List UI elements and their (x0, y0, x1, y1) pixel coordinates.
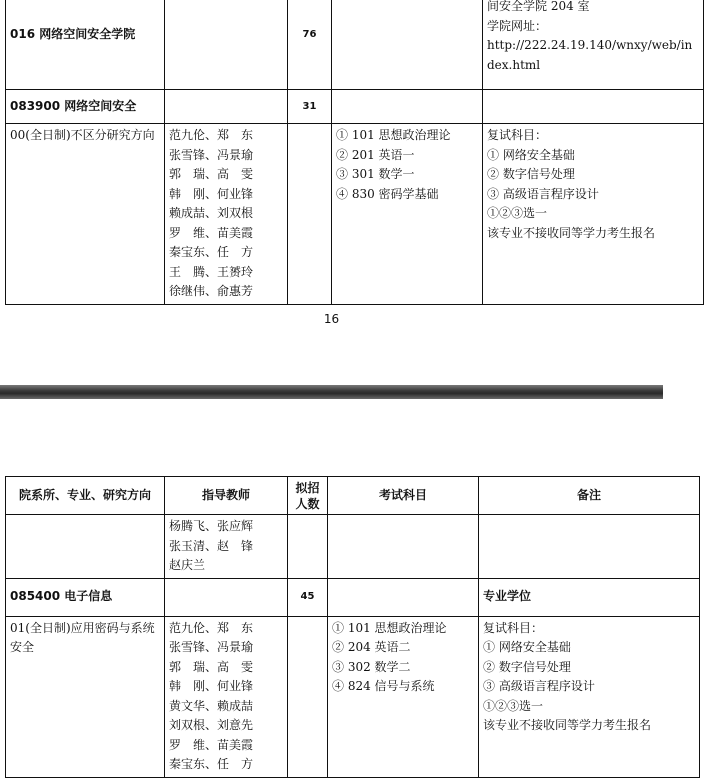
page-1 (0, 0, 693, 385)
header-department: 院系所、专业、研究方向 (6, 477, 165, 515)
direction-row (6, 616, 700, 777)
major-count: 45 (288, 578, 328, 616)
college-row (6, 0, 704, 90)
college-count: 76 (288, 0, 332, 90)
research-direction: 00(全日制)不区分研究方向 (6, 124, 165, 305)
direction-row (6, 124, 704, 305)
continued-row (6, 515, 700, 579)
major-notes: 专业学位 (479, 578, 700, 616)
major-name: 083900 网络空间安全 (6, 90, 165, 124)
header-row (6, 477, 700, 515)
page-separator (0, 385, 663, 399)
header-notes: 备注 (479, 477, 700, 515)
page-2 (0, 399, 663, 771)
college-name: 016 网络空间安全学院 (6, 0, 165, 90)
exam-subjects: ① 101 思想政治理论 ② 204 英语二 ③ 302 数学二 ④ 824 信号与系统 (328, 616, 479, 777)
major-name: 085400 电子信息 (6, 578, 165, 616)
major-row (6, 90, 704, 124)
research-direction: 01(全日制)应用密码与系统安全 (6, 616, 165, 777)
header-exam: 考试科目 (328, 477, 479, 515)
advisor-list-continued: 杨腾飞、张应辉 张玉清、赵 锋 赵庆兰 (165, 515, 288, 579)
major-count: 31 (288, 90, 332, 124)
catalog-table-page-2 (5, 476, 700, 778)
header-advisor: 指导教师 (165, 477, 288, 515)
advisor-list: 范九伦、郑 东 张雪锋、冯景瑜 郭 瑞、高 雯 韩 刚、何业锋 赖成喆、刘双根 罗 维、苗美霞 秦宝东、任 方 王 腾、王赟玲 徐继伟、俞惠芳 (165, 124, 288, 305)
exam-subjects: ① 101 思想政治理论 ② 201 英语一 ③ 301 数学一 ④ 830 密码学基础 (332, 124, 483, 305)
page-number: 16 (323, 312, 340, 326)
college-notes: 间安全学院 204 室 学院网址： http://222.24.19.140/wnxy/web/in dex.html (483, 0, 704, 90)
header-quota: 拟招人数 (288, 477, 328, 515)
advisor-list: 范九伦、郑 东 张雪锋、冯景瑜 郭 瑞、高 雯 韩 刚、何业锋 黄文华、赖成喆 刘双根、刘意先 罗 维、苗美霞 秦宝东、任 方 (165, 616, 288, 777)
direction-notes: 复试科目： ① 网络安全基础 ② 数字信号处理 ③ 高级语言程序设计 ①②③选一 该专业不接收同等学力考生报名 (479, 616, 700, 777)
major-row (6, 578, 700, 616)
catalog-table-page-1 (5, 0, 704, 305)
direction-notes: 复试科目： ① 网络安全基础 ② 数字信号处理 ③ 高级语言程序设计 ①②③选一 该专业不接收同等学力考生报名 (483, 124, 704, 305)
